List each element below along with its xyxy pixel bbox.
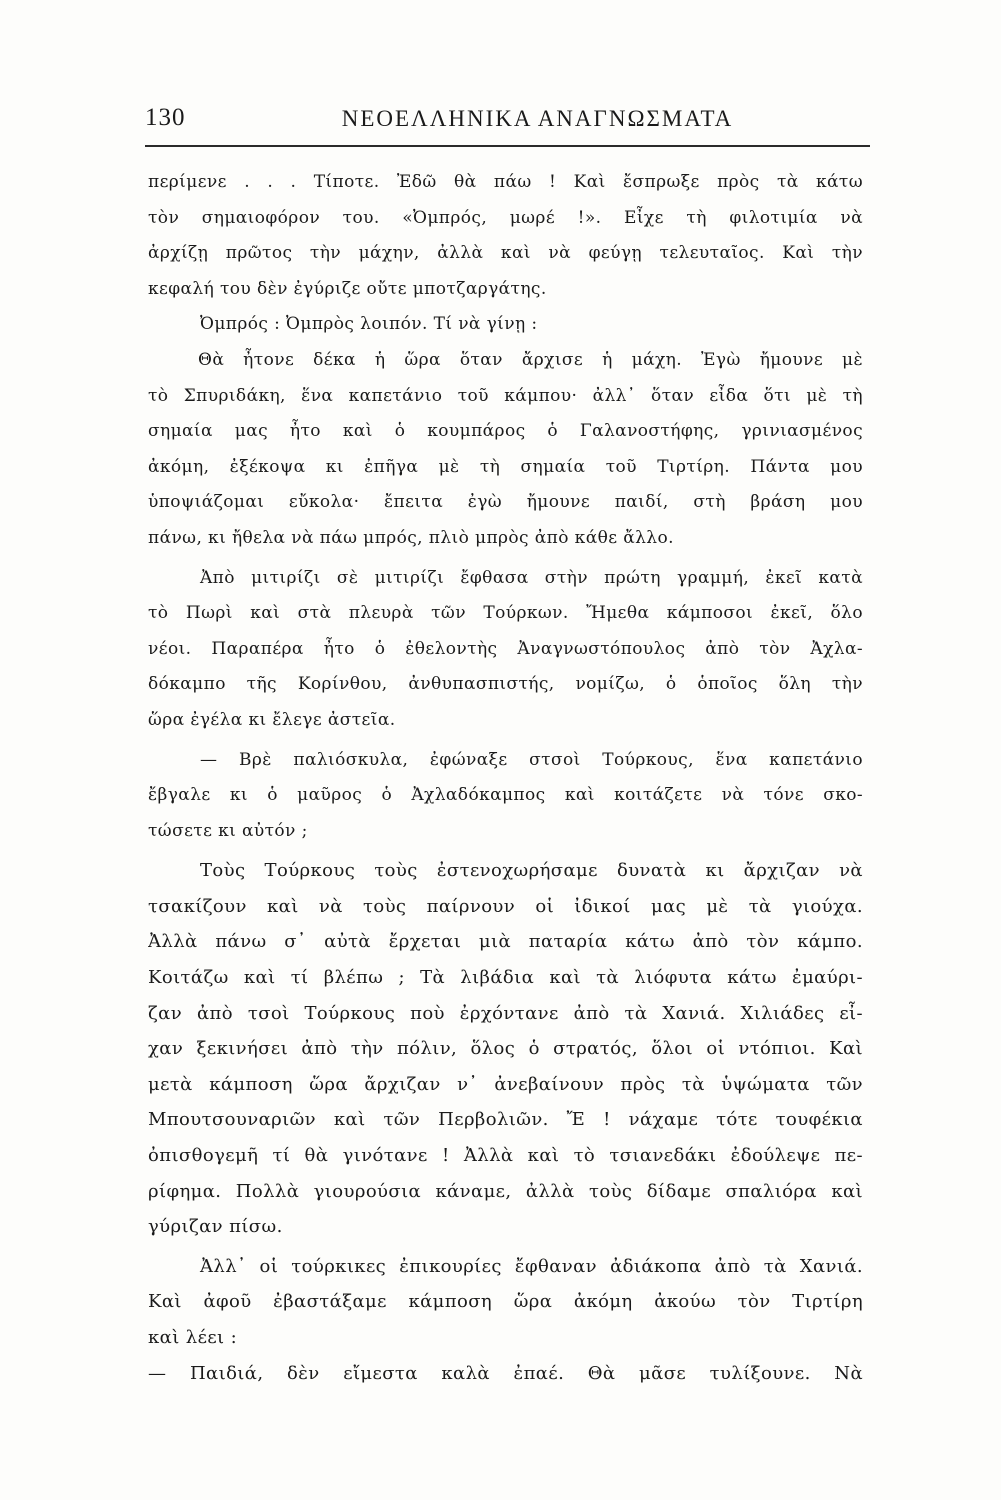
text-line: ὀπισθογεμῆ τί θὰ γινότανε ! Ἀλλὰ καὶ τὸ τσιανεδάκι ἐδούλεψε πε- [148,1145,863,1167]
text-line: τώσετε κι αὐτόν ; [148,820,308,841]
page-header [145,104,870,144]
text-line: πάνω, κι ἤθελα νὰ πάω μπρός, πλιὸ μπρὸς ἀπὸ κάθε ἄλλο. [148,527,674,548]
page-number: 130 [145,104,186,131]
text-line: δόκαμπο τῆς Κορίνθου, ἀνθυπασπιστής, νομίζω, ὁ ὁποῖος ὅλη τὴν [148,674,863,695]
text-line: Ὀμπρός : Ὀμπρὸς λοιπόν. Τί νὰ γίνῃ : [200,314,538,335]
text-line: τσακίζουν καὶ νὰ τοὺς παίρνουν οἱ ἰδικοί μας μὲ τὰ γιούχα. [148,895,863,917]
text-line: Κοιτάζω καὶ τί βλέπω ; Τὰ λιβάδια καὶ τὰ λιόφυτα κάτω ἐμαύρι- [148,967,863,989]
text-line: Τοὺς Τούρκους τοὺς ἐστενοχωρήσαμε δυνατὰ κι ἄρχιζαν νὰ [200,860,863,882]
text-line: περίμενε . . . Τίποτε. Ἐδῶ θὰ πάω ! Καὶ ἔσπρωξε πρὸς τὰ κάτω [148,172,863,192]
header-rule [145,145,870,147]
text-line: κεφαλή του δὲν ἐγύριζε οὔτε μποτζαργάτης. [148,278,547,299]
text-line: ὥρα ἐγέλα κι ἔλεγε ἀστεῖα. [148,709,396,730]
text-line: καὶ λέει : [148,1327,238,1348]
text-line: ὑποψιάζομαι εὔκολα· ἔπειτα ἐγὼ ἤμουνε παιδί, στὴ βράση μου [148,492,863,513]
text-line: ζαν ἀπὸ τσοὶ Τούρκους ποὺ ἐρχόντανε ἀπὸ τὰ Χανιά. Χιλιάδες εἶ- [148,1002,863,1024]
text-line: μετὰ κάμποση ὥρα ἄρχιζαν ν᾽ ἀνεβαίνουν πρὸς τὰ ὑψώματα τῶν [148,1073,863,1095]
text-line: νέοι. Παραπέρα ἦτο ὁ ἐθελοντὴς Ἀναγνωστόπουλος ἀπὸ τὸν Ἀχλα- [148,638,863,659]
running-title: ΝΕΟΕΛΛΗΝΙΚΑ ΑΝΑΓΝΩΣΜΑΤΑ [341,106,734,131]
text-line: Καὶ ἀφοῦ ἐβαστάξαμε κάμποση ὥρα ἀκόμη ἀκούω τὸν Τιρτίρη [148,1291,863,1313]
text-line: σημαία μας ἦτο καὶ ὁ κουμπάρος ὁ Γαλανοστήφης, γρινιασμένος [148,421,863,442]
text-line: Θὰ ἦτονε δέκα ἡ ὥρα ὅταν ἄρχισε ἡ μάχη. Ἐγὼ ἤμουνε μὲ [198,349,863,370]
text-line: ἀκόμη, ἐξέκοψα κι ἐπῆγα μὲ τὴ σημαία τοῦ Τιρτίρη. Πάντα μου [148,456,863,477]
text-line: τὸν σημαιοφόρον του. «Ὀμπρός, μωρέ !». Εἶχε τὴ φιλοτιμία νὰ [148,207,863,228]
text-line: τὸ Πωρὶ καὶ στὰ πλευρὰ τῶν Τούρκων. Ἤμεθα κάμποσοι ἐκεῖ, ὅλο [148,603,863,624]
text-line: Μπουτσουναριῶν καὶ τῶν Περβολιῶν. Ἔ ! νάχαμε τότε τουφέκια [148,1109,863,1131]
text-line: ρίφημα. Πολλὰ γιουρούσια κάναμε, ἀλλὰ τοὺς δίδαμε σπαλιόρα καὶ [148,1180,863,1202]
text-line: χαν ξεκινήσει ἀπὸ τὴν πόλιν, ὅλος ὁ στρατός, ὅλοι οἱ ντόπιοι. Καὶ [148,1038,863,1060]
text-line: Ἀπὸ μιτιρίζι σὲ μιτιρίζι ἔφθασα στὴν πρώτη γραμμή, ἐκεῖ κατὰ [200,567,863,588]
text-line: ἔβγαλε κι ὁ μαῦρος ὁ Ἀχλαδόκαμπος καὶ κοιτάζετε νὰ τόνε σκο- [148,785,863,806]
text-line: τὸ Σπυριδάκη, ἕνα καπετάνιο τοῦ κάμπου· ἀλλ᾽ ὅταν εἶδα ὅτι μὲ τὴ [148,385,863,406]
text-line: γύριζαν πίσω. [148,1216,283,1238]
body-text [148,165,863,1391]
text-line: Ἀλλὰ πάνω σ᾽ αὐτὰ ἔρχεται μιὰ παταρία κάτω ἀπὸ τὸν κάμπο. [148,931,863,953]
text-line: — Βρὲ παλιόσκυλα, ἐφώναξε στσοὶ Τούρκους, ἕνα καπετάνιο [200,749,863,770]
text-line: ἀρχίζῃ πρῶτος τὴν μάχην, ἀλλὰ καὶ νὰ φεύγῃ τελευταῖος. Καὶ τὴν [148,243,863,264]
text-line: — Παιδιά, δὲν εἴμεστα καλὰ ἐπαέ. Θὰ μᾶσε τυλίξουνε. Νὰ [148,1362,863,1384]
text-line: Ἀλλ᾽ οἱ τούρκικες ἐπικουρίες ἔφθαναν ἀδιάκοπα ἀπὸ τὰ Χανιά. [200,1255,863,1277]
